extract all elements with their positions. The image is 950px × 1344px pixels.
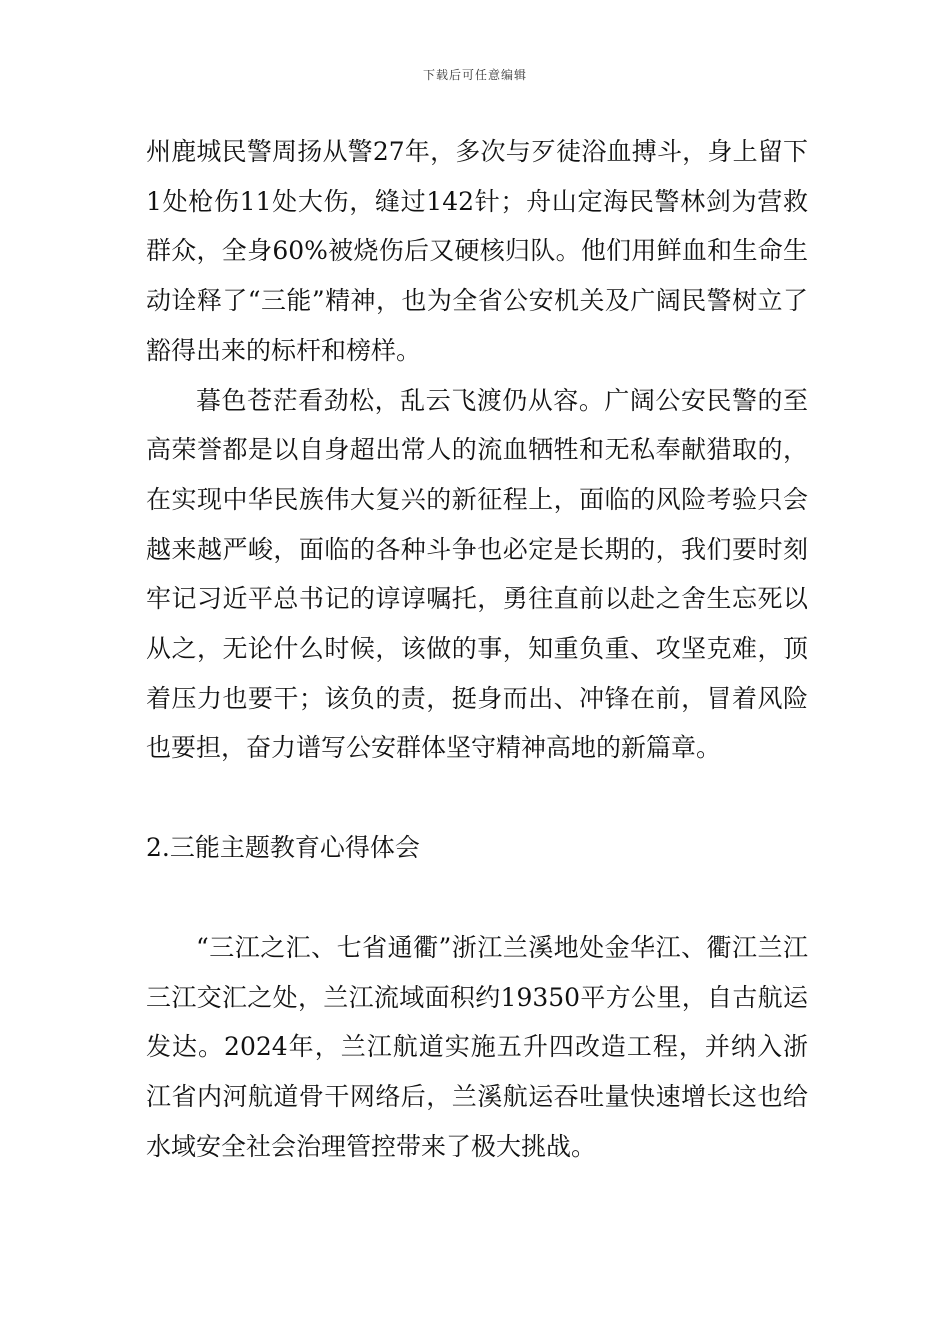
document-body (146, 127, 808, 1171)
header-note: 下载后可任意编辑 (422, 68, 527, 82)
paragraph-3: “三江之汇、七省通衢”浙江兰溪地处金华江、衢江兰江三江交汇之处，兰江流域面积约19350平方公里，自古航运发达。2024年，兰江航道实施五升四改造工程，并纳入浙江省内河航道骨干网络后，兰溪航运吞吐量快速增长这也给水域安全社会治理管控带来了极大挑战。 (146, 932, 808, 1161)
paragraph-2: 暮色苍茫看劲松，乱云飞渡仍从容。广阔公安民警的至高荣誉都是以自身超出常人的流血牺牲和无私奉献猎取的，在实现中华民族伟大复兴的新征程上，面临的风险考验只会越来越严峻，面临的各种斗争也必定是长期的，我们要时刻牢记习近平总书记的谆谆嘱托，勇往直前以赴之舍生忘死以从之，无论什么时候，该做的事，知重负重、攻坚克难，顶着压力也要干；该负的责，挺身而出、冲锋在前，冒着风险也要担，奋力谱写公安群体坚守精神高地的新篇章。 (146, 385, 808, 763)
paragraph-1: 州鹿城民警周扬从警27年，多次与歹徒浴血搏斗，身上留下1处枪伤11处大伤，缝过142针；舟山定海民警林剑为营救群众，全身60%被烧伤后又硬核归队。他们用鲜血和生命生动诠释了“三能”精神，也为全省公安机关及广阔民警树立了豁得出来的标杆和榜样。 (146, 137, 808, 365)
section-heading: 2.三能主题教育心得体会 (146, 833, 420, 863)
